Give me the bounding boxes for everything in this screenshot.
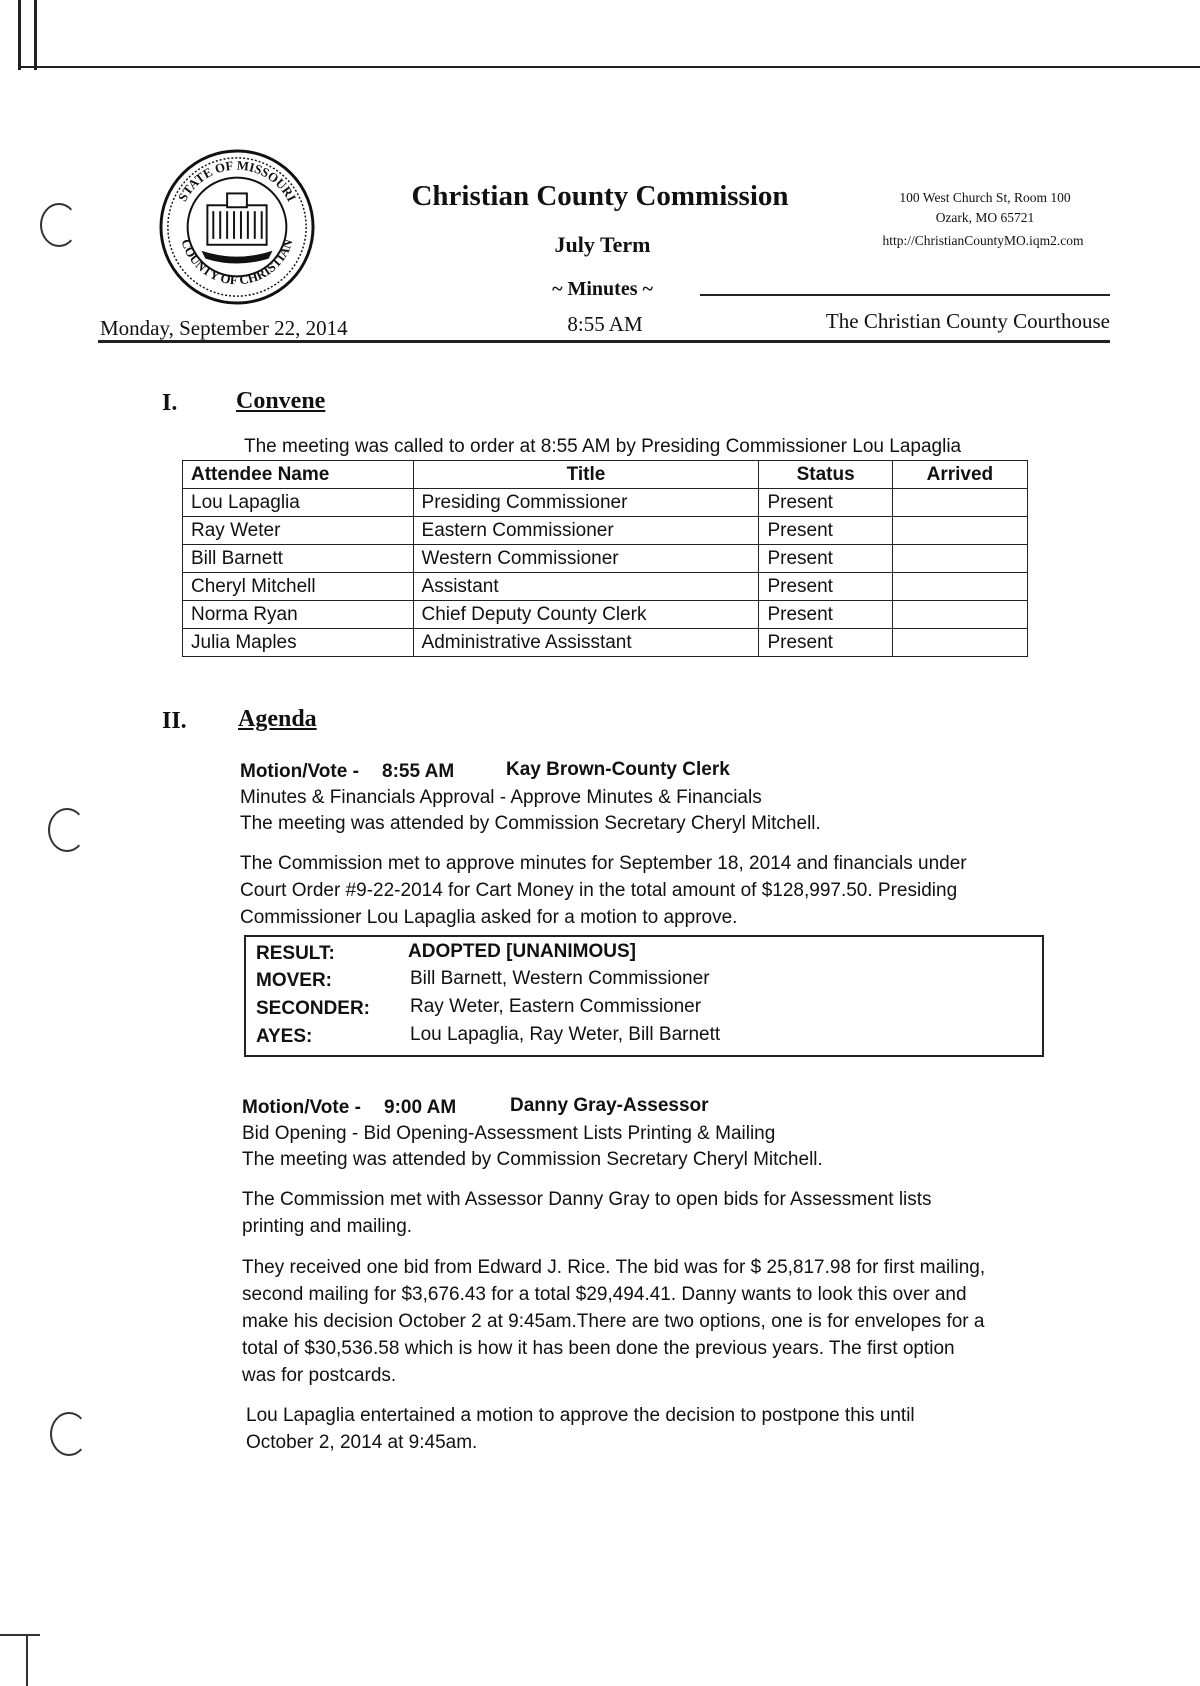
- section-number: I.: [162, 390, 178, 416]
- body-line: The Commission met with Assessor Danny Gray to open bids for Assessment lists: [242, 1189, 932, 1210]
- header-divider: [700, 294, 1110, 296]
- body-line: make his decision October 2 at 9:45am.There are two options, one is for envelopes for a: [242, 1311, 985, 1332]
- attendee-name: Julia Maples: [183, 629, 414, 657]
- website-link[interactable]: http://ChristianCountyMO.iqm2.com: [882, 233, 1084, 248]
- table-header-row: [183, 461, 1028, 489]
- item-subject-text: Bid Opening-Assessment Lists Printing & Mailing: [363, 1123, 776, 1144]
- table-row: [183, 601, 1028, 629]
- ayes-value: Lou Lapaglia, Ray Weter, Bill Barnett: [410, 1024, 721, 1045]
- org-title: Christian County Commission: [411, 180, 789, 212]
- motion-time: 8:55 AM: [382, 761, 455, 782]
- county-seal-icon: [158, 148, 316, 306]
- attendee-arrived: [892, 573, 1027, 601]
- address-line-1: 100 West Church St, Room 100: [899, 190, 1071, 205]
- attendee-arrived: [892, 489, 1027, 517]
- address: [860, 188, 1110, 228]
- attendee-status: Present: [759, 629, 892, 657]
- body-line: Court Order #9-22-2014 for Cart Money in the total amount of $128,997.50. Presiding: [240, 880, 958, 901]
- attendee-status: Present: [759, 545, 892, 573]
- attendee-status: Present: [759, 517, 892, 545]
- attendee-name: Cheryl Mitchell: [183, 573, 414, 601]
- header-divider: [98, 340, 1110, 343]
- attendee-status: Present: [759, 573, 892, 601]
- column-header: Arrived: [892, 461, 1027, 489]
- meeting-location: The Christian County Courthouse: [825, 309, 1110, 333]
- ayes-label: AYES:: [256, 1026, 313, 1047]
- scan-border-line: [34, 0, 37, 70]
- meeting-time: 8:55 AM: [567, 312, 643, 336]
- attendee-arrived: [892, 601, 1027, 629]
- body-line: The Commission met to approve minutes for September 18, 2014 and financials under: [240, 853, 967, 874]
- motion-presenter: Danny Gray-Assessor: [510, 1095, 709, 1116]
- motion-presenter: Kay Brown-County Clerk: [506, 759, 730, 780]
- minutes-label: ~ Minutes ~: [552, 278, 653, 300]
- column-header: Title: [413, 461, 759, 489]
- section-title-agenda: Agenda: [238, 706, 317, 732]
- attendee-title: Assistant: [413, 573, 759, 601]
- result-value: ADOPTED [UNANIMOUS]: [408, 941, 636, 962]
- body-line: printing and mailing.: [242, 1216, 413, 1237]
- item-subject-label: Minutes & Financials Approval -: [240, 787, 507, 808]
- attendee-title: Chief Deputy County Clerk: [413, 601, 759, 629]
- attendee-title: Western Commissioner: [413, 545, 759, 573]
- scan-border-line: [26, 1634, 28, 1686]
- scan-border-line: [18, 66, 1200, 68]
- seconder-value: Ray Weter, Eastern Commissioner: [410, 996, 702, 1017]
- punch-hole-icon: [48, 808, 86, 852]
- punch-hole-icon: [50, 1412, 88, 1456]
- punch-hole-icon: [40, 203, 78, 247]
- mover-value: Bill Barnett, Western Commissioner: [410, 968, 710, 989]
- attendee-title: Administrative Assisstant: [413, 629, 759, 657]
- item-subject: [240, 784, 762, 811]
- section-title-convene: Convene: [236, 388, 326, 414]
- scan-border-line: [0, 1634, 40, 1636]
- vote-result-box: [244, 935, 1044, 1057]
- body-line: total of $30,536.58 which is how it has been done the previous years. The first option: [242, 1338, 955, 1359]
- body-line: October 2, 2014 at 9:45am.: [246, 1432, 478, 1453]
- attendee-arrived: [892, 517, 1027, 545]
- body-line: They received one bid from Edward J. Rice. The bid was for $ 25,817.98 for first mailing,: [242, 1257, 986, 1278]
- meeting-date: Monday, September 22, 2014: [100, 316, 348, 340]
- attended-note: The meeting was attended by Commission Secretary Cheryl Mitchell.: [242, 1149, 823, 1170]
- attendee-name: Norma Ryan: [183, 601, 414, 629]
- column-header: Attendee Name: [183, 461, 414, 489]
- table-row: [183, 629, 1028, 657]
- item-subject-label: Bid Opening -: [242, 1123, 359, 1144]
- attendee-arrived: [892, 629, 1027, 657]
- attendee-table: [182, 460, 1028, 657]
- attendee-name: Lou Lapaglia: [183, 489, 414, 517]
- table-row: [183, 545, 1028, 573]
- table-row: [183, 517, 1028, 545]
- motion-label: Motion/Vote -: [240, 761, 359, 782]
- column-header: Status: [759, 461, 892, 489]
- result-label: RESULT:: [256, 943, 335, 964]
- svg-text:COUNTY OF CHRISTIAN: COUNTY OF CHRISTIAN: [178, 237, 296, 288]
- body-line: second mailing for $3,676.43 for a total $29,494.41. Danny wants to look this over and: [242, 1284, 967, 1305]
- table-row: [183, 489, 1028, 517]
- item-subject: [242, 1120, 775, 1147]
- motion-time: 9:00 AM: [384, 1097, 457, 1118]
- attendee-arrived: [892, 545, 1027, 573]
- attendee-status: Present: [759, 601, 892, 629]
- attendee-name: Ray Weter: [183, 517, 414, 545]
- seconder-label: SECONDER:: [256, 998, 371, 1019]
- term-label: July Term: [554, 232, 651, 257]
- attendee-title: Presiding Commissioner: [413, 489, 759, 517]
- item-subject-text: Approve Minutes & Financials: [510, 787, 762, 808]
- attended-note: The meeting was attended by Commission Secretary Cheryl Mitchell.: [240, 813, 821, 834]
- svg-text:STATE OF MISSOURI: STATE OF MISSOURI: [175, 158, 299, 204]
- section-number: II.: [162, 708, 187, 734]
- motion-label: Motion/Vote -: [242, 1097, 361, 1118]
- table-row: [183, 573, 1028, 601]
- address-line-2: Ozark, MO 65721: [935, 210, 1035, 225]
- attendee-name: Bill Barnett: [183, 545, 414, 573]
- scan-border-line: [18, 0, 21, 70]
- convene-intro: The meeting was called to order at 8:55 AM by Presiding Commissioner Lou Lapaglia: [244, 436, 962, 457]
- body-line: Commissioner Lou Lapaglia asked for a motion to approve.: [240, 907, 738, 928]
- body-line: was for postcards.: [242, 1365, 397, 1386]
- body-line: Lou Lapaglia entertained a motion to approve the decision to postpone this until: [246, 1405, 915, 1426]
- mover-label: MOVER:: [256, 970, 332, 991]
- attendee-title: Eastern Commissioner: [413, 517, 759, 545]
- attendee-status: Present: [759, 489, 892, 517]
